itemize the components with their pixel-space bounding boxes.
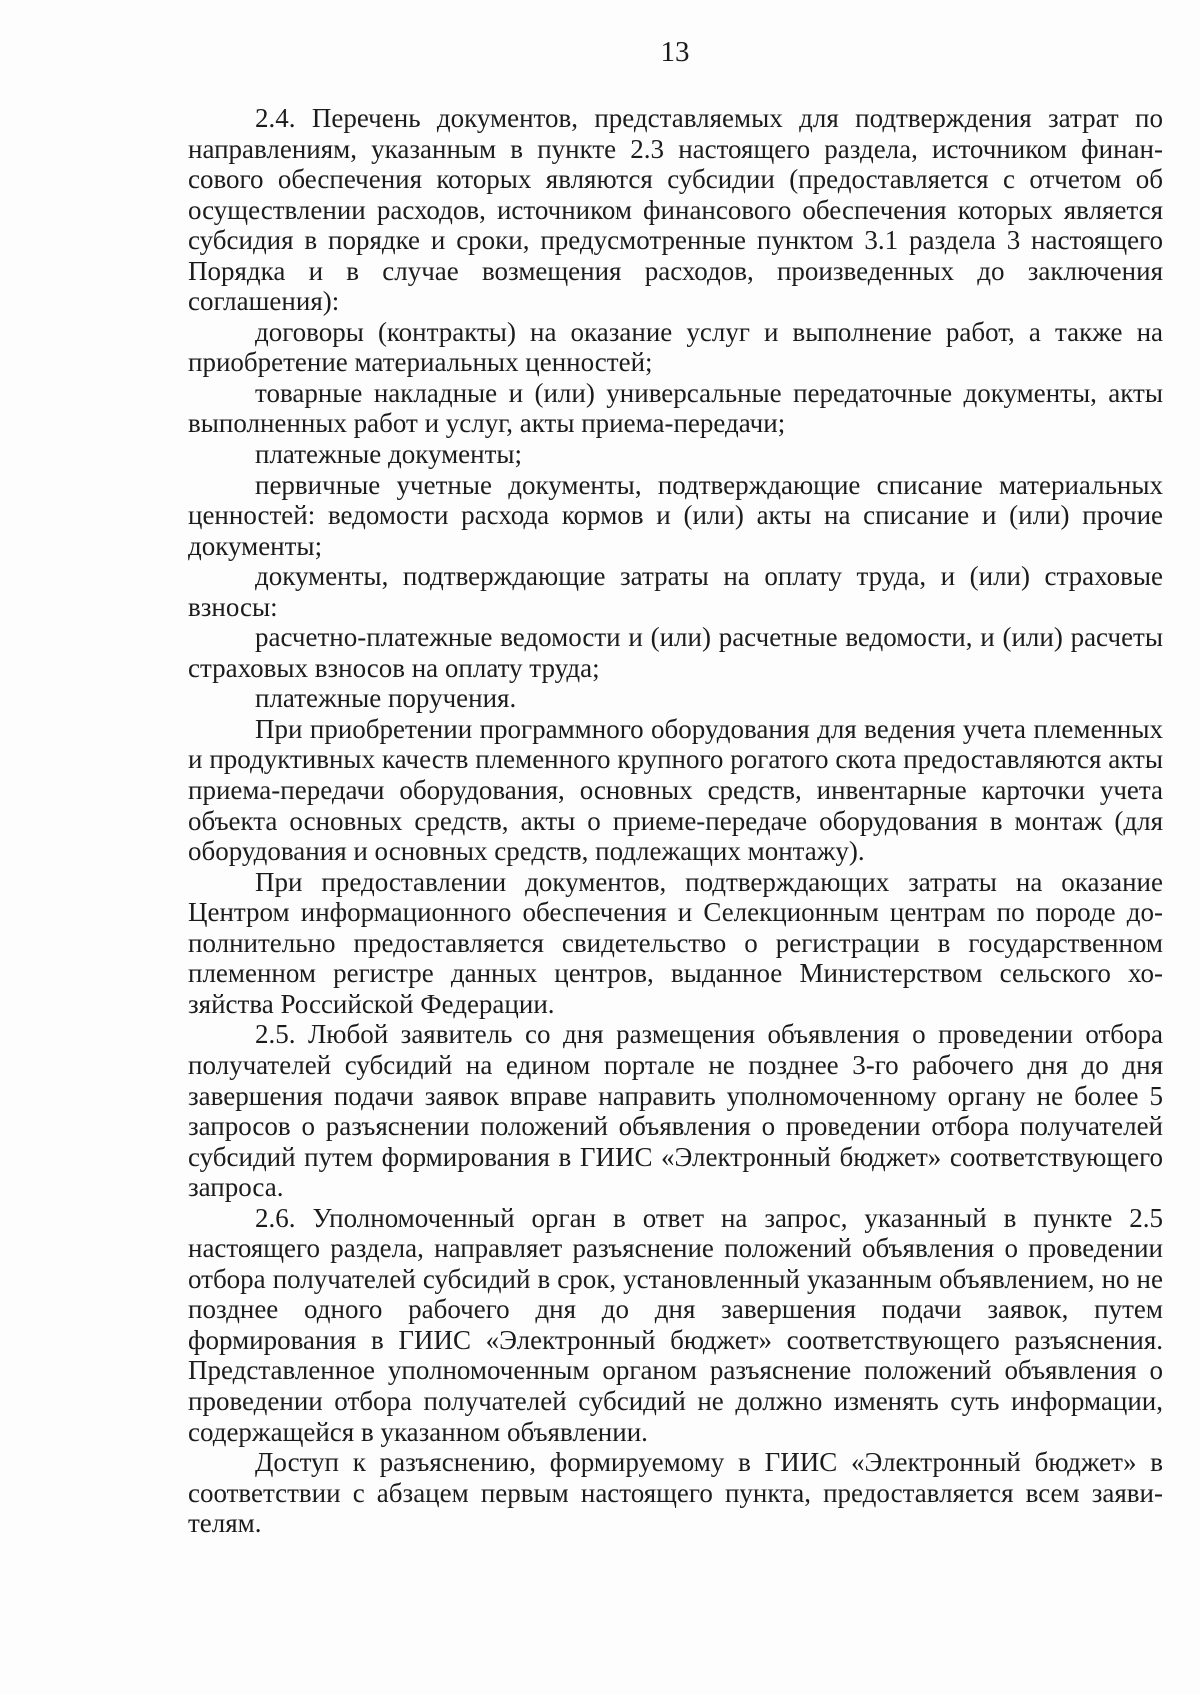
list-item-labor-documents: документы, подтверждающие затраты на оплату труда, и (или) страховые взносы: (188, 561, 1163, 622)
paragraph-registration-certificate: При предоставлении документов, подтверждающих затраты на оказание Центром информационного обеспечения и Селекционным центрам по породе дополнительно предоставляется свидетельство о регистрации в государственном племенном регистре данных центров, выданное Министерством сельского хозяйства Российской Федерации. (188, 866, 1163, 1019)
paragraph-2-6: 2.6. Уполномоченный орган в ответ на запрос, указанный в пункте 2.5 настоящего раздела, направляет разъяснение положений объявления о проведении отбора получателей субсидий в срок, установленный указанным объявлением, но не позднее одного рабочего дня до дня завершения подачи заявок, путем формирования в ГИИС «Электронный бюджет» соответствующего разъяснения. Представленное уполномоченным органом разъяснение положений объявления о проведении отбора получателей субсидий не должно изменять суть информации, содержащейся в указанном объявлении. (188, 1202, 1163, 1447)
paragraph-2-4: 2.4. Перечень документов, представляемых для подтверждения затрат по направлениям, указанным в пункте 2.3 настоящего раздела, источником финансового обеспечения которых являются субсидии (предоставляется с отчетом об осуществлении расходов, источником финансового обеспечения которых является субсидия в порядке и сроки, предусмотренные пунктом 3.1 раздела 3 настоящего Порядка и в случае возмещения расходов, произведенных до заключения соглашения): (188, 103, 1163, 317)
paragraph-2-5: 2.5. Любой заявитель со дня размещения объявления о проведении отбора получателей субсидий на едином портале не позднее 3-го рабочего дня до дня завершения подачи заявок вправе направить уполномоченному органу не более 5 запросов о разъяснении положений объявления о проведении отбора получателей субсидий путем формирования в ГИИС «Электронный бюджет» соответствующего запроса. (188, 1019, 1163, 1203)
page-number: 13 (660, 36, 690, 68)
paragraph-access-to-clarification: Доступ к разъяснению, формируемому в ГИИС «Электронный бюджет» в соответствии с абзацем первым настоящего пункта, предоставляется всем заявителям. (188, 1447, 1163, 1539)
list-item-invoices: товарные накладные и (или) универсальные передаточные документы, акты выполненных работ и услуг, акты приема-передачи; (188, 377, 1163, 439)
list-item-payment-documents: платежные документы; (255, 439, 523, 470)
list-item-payroll-statements: расчетно-платежные ведомости и (или) расчетные ведомости, и (или) расчеты страховых взносов на оплату труда; (188, 622, 1163, 683)
list-item-payment-orders: платежные поручения. (255, 683, 517, 714)
document-body (188, 103, 1163, 1539)
paragraph-software-equipment: При приобретении программного оборудования для ведения учета племенных и продуктивных качеств племенного крупного рогатого скота предоставляются акты приема-передачи оборудования, основных средств, инвентарные карточки учета объекта основных средств, акты о приеме-передаче оборудования в монтаж (для оборудования и основных средств, подлежащих монтажу). (188, 713, 1163, 867)
list-item-contracts: договоры (контракты) на оказание услуг и выполнение работ, а также на приобретение материальных ценностей; (188, 316, 1163, 378)
list-item-primary-documents: первичные учетные документы, подтверждающие списание материальных ценностей: ведомости расхода кормов и (или) акты на списание и (или) прочие документы; (188, 469, 1163, 561)
